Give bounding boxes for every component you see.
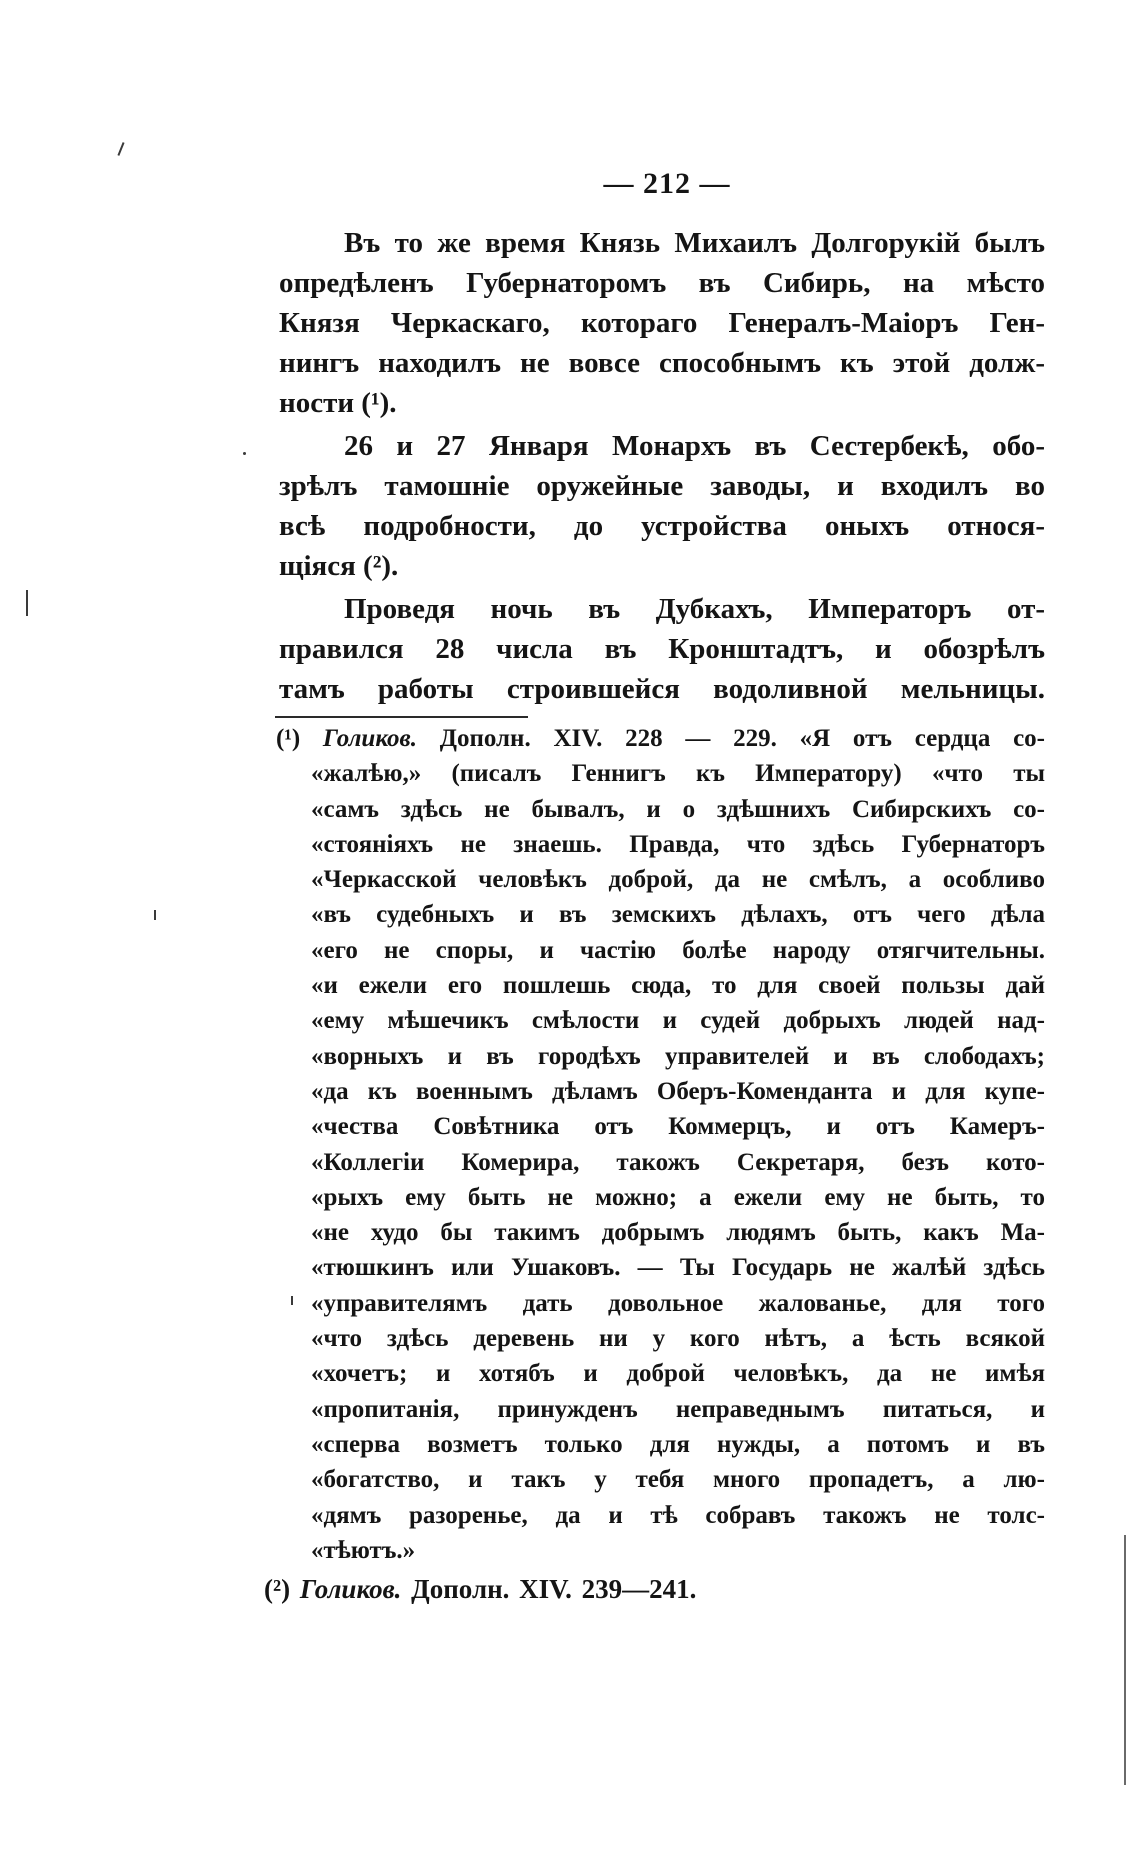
- body-line: опредѣленъ Губернаторомъ въ Сибирь, на мѣсто: [279, 267, 1045, 299]
- paragraph: [279, 426, 1045, 586]
- footnote-line: «ему мѣшечикъ смѣлости и судей добрыхъ людей над-: [311, 1007, 1045, 1035]
- scan-artifact-mark: [26, 590, 28, 616]
- footnote-line: [264, 1571, 964, 1607]
- main-text: [279, 223, 1045, 709]
- footnote-line: «хочетъ; и хотябъ и доброй человѣкъ, да не имѣя: [311, 1360, 1045, 1388]
- footnote-line: «дямъ разоренье, да и тѣ собравъ такожъ не толс-: [311, 1501, 1045, 1529]
- body-line: щіяся (²).: [279, 550, 399, 582]
- footnote-line: «и ежели его пошлешь сюда, то для своей пользы дай: [311, 972, 1045, 1000]
- page-number: — 212 —: [603, 167, 731, 200]
- scan-artifact-mark: [243, 452, 246, 455]
- body-line: Князя Черкаскаго, котораго Генералъ-Маіоръ Ген-: [279, 307, 1045, 339]
- body-line: всѣ подробности, до устройства оныхъ относя-: [279, 510, 1045, 542]
- body-line: тамъ работы строившейся водоливной мельницы.: [279, 673, 1045, 705]
- footnote-line: «ворныхъ и въ городѣхъ управителей и въ слободахъ;: [311, 1042, 1045, 1070]
- footnote-reference: Дополн. XIV. 228 — 229. «Я отъ сердца со-: [439, 725, 1046, 752]
- footnote-line: «пропитанія, принужденъ неправеднымъ питаться, и: [311, 1395, 1045, 1423]
- footnote-divider: [275, 716, 528, 718]
- footnote-2: [264, 1571, 964, 1607]
- paragraph: [279, 589, 1045, 709]
- footnote-line: «чества Совѣтника отъ Коммерцъ, и отъ Камеръ-: [311, 1113, 1045, 1141]
- footnote-line: «управителямъ дать довольное жалованье, для того: [311, 1289, 1045, 1317]
- body-line: ности (¹).: [279, 387, 397, 419]
- footnote-line: «его не споры, и частію болѣе народу отягчительны.: [311, 936, 1045, 964]
- footnote-line: «самъ здѣсь не бывалъ, и о здѣшнихъ Сибирскихъ со-: [311, 795, 1045, 823]
- scan-artifact-mark: [291, 1296, 293, 1305]
- scan-artifact-mark: [117, 142, 124, 156]
- body-line: Въ то же время Князь Михаилъ Долгорукій былъ: [344, 227, 1045, 259]
- footnote-marker: (¹): [276, 725, 301, 752]
- paragraph: [279, 223, 1045, 423]
- footnote-line: «не худо бы такимъ добрымъ людямъ быть, какъ Ма-: [311, 1219, 1045, 1247]
- footnote-line: «въ судебныхъ и въ земскихъ дѣлахъ, отъ чего дѣла: [311, 901, 1045, 929]
- body-line: правился 28 числа въ Кронштадтъ, и обозрѣлъ: [279, 633, 1045, 665]
- footnote-line: «рыхъ ему быть не можно; а ежели ему не быть, то: [311, 1183, 1045, 1211]
- footnote-line: «богатство, и такъ у тебя много пропадетъ, а лю-: [311, 1466, 1045, 1494]
- footnote-line: «Коллегіи Комерира, такожъ Секретаря, безъ кото-: [311, 1148, 1045, 1176]
- footnote-line: «Черкасской человѣкъ доброй, да не смѣлъ, а особливо: [311, 866, 1045, 894]
- footnote-source-abbrev: Голиков.: [322, 725, 417, 752]
- footnote-line: [276, 721, 1045, 756]
- footnote-line: «жалѣю,» (писалъ Геннигъ къ Императору) «что ты: [311, 760, 1045, 788]
- footnote-reference: Дополн. XIV. 239—241.: [411, 1574, 697, 1604]
- body-line: зрѣлъ тамошніе оружейные заводы, и входилъ во: [279, 470, 1045, 502]
- footnote-1: [276, 721, 1046, 1568]
- scan-artifact-mark: [154, 910, 156, 920]
- body-line: нингъ находилъ не вовсе способнымъ къ этой долж-: [279, 347, 1045, 379]
- footnote-line: «стояніяхъ не знаешь. Правда, что здѣсь Губернаторъ: [311, 830, 1045, 858]
- footnote-line: «сперва возметъ только для нужды, а потомъ и въ: [311, 1430, 1045, 1458]
- footnote-source-abbrev: Голиков.: [299, 1574, 402, 1604]
- body-line: 26 и 27 Января Монархъ въ Сестербекѣ, обо-: [344, 430, 1045, 462]
- footnote-marker: (²): [264, 1574, 291, 1604]
- footnote-line: «тюшкинъ или Ушаковъ. — Ты Государь не жалѣй здѣсь: [311, 1254, 1045, 1282]
- scan-edge-line: [1124, 1535, 1126, 1785]
- footnote-line: «тѣютъ.»: [311, 1536, 416, 1564]
- body-line: Проведя ночь въ Дубкахъ, Императоръ от-: [344, 593, 1045, 625]
- footnote-line: «что здѣсь деревень ни у кого нѣтъ, а ѣсть всякой: [311, 1325, 1045, 1353]
- footnote-line: «да къ военнымъ дѣламъ Оберъ-Коменданта и для купе-: [311, 1077, 1045, 1105]
